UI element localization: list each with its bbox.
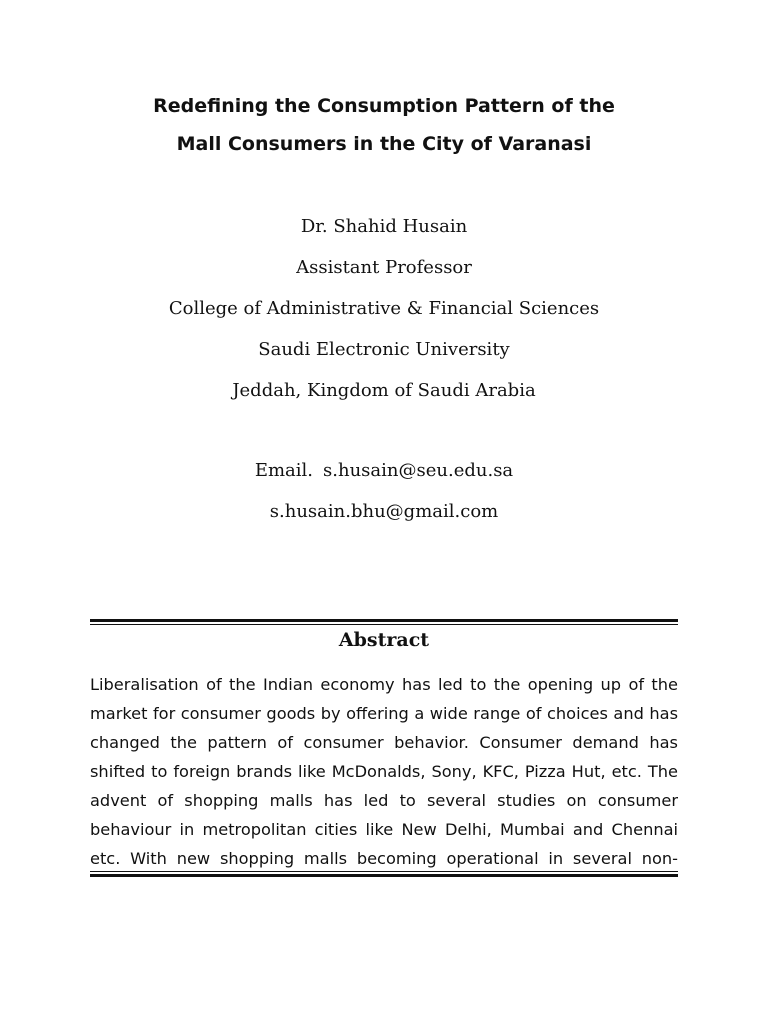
- author-position: Assistant Professor: [296, 257, 472, 278]
- abstract-line: advent of shopping malls has led to several studies on consumer: [90, 791, 678, 810]
- email-secondary: s.husain.bhu@gmail.com: [269, 501, 499, 522]
- author-university: Saudi Electronic University: [258, 339, 510, 360]
- email-primary: s.husain@seu.edu.sa: [323, 460, 514, 481]
- email-block: [0, 450, 768, 532]
- abstract-line: shifted to foreign brands like McDonalds, Sony, KFC, Pizza Hut, etc. The: [90, 762, 678, 781]
- abstract-top-rule: [90, 619, 678, 625]
- author-location: Jeddah, Kingdom of Saudi Arabia: [232, 380, 536, 401]
- email-line-primary: [0, 450, 768, 491]
- rule-thick: [90, 619, 678, 622]
- paper-title: [0, 87, 768, 163]
- abstract-line: changed the pattern of consumer behavior. Consumer demand has: [90, 733, 678, 752]
- abstract-line: market for consumer goods by offering a wide range of choices and has: [90, 704, 678, 723]
- author-name: Dr. Shahid Husain: [300, 216, 468, 237]
- rule-thick: [90, 874, 678, 877]
- email-label: Email.: [254, 460, 314, 481]
- abstract-heading: Abstract: [338, 629, 430, 651]
- author-block: [0, 206, 768, 411]
- abstract-bottom-rule: [90, 871, 678, 877]
- author-department: College of Administrative & Financial Sciences: [168, 298, 600, 319]
- abstract-line: etc. With new shopping malls becoming operational in several non-: [90, 849, 678, 868]
- title-line-2: Mall Consumers in the City of Varanasi: [176, 133, 592, 155]
- rule-thin: [90, 871, 678, 872]
- abstract-line: behaviour in metropolitan cities like New Delhi, Mumbai and Chennai: [90, 820, 678, 839]
- rule-thin: [90, 624, 678, 625]
- title-line-1: Redefining the Consumption Pattern of the: [153, 95, 615, 117]
- abstract-line: Liberalisation of the Indian economy has led to the opening up of the: [90, 675, 678, 694]
- abstract-body: [90, 670, 678, 873]
